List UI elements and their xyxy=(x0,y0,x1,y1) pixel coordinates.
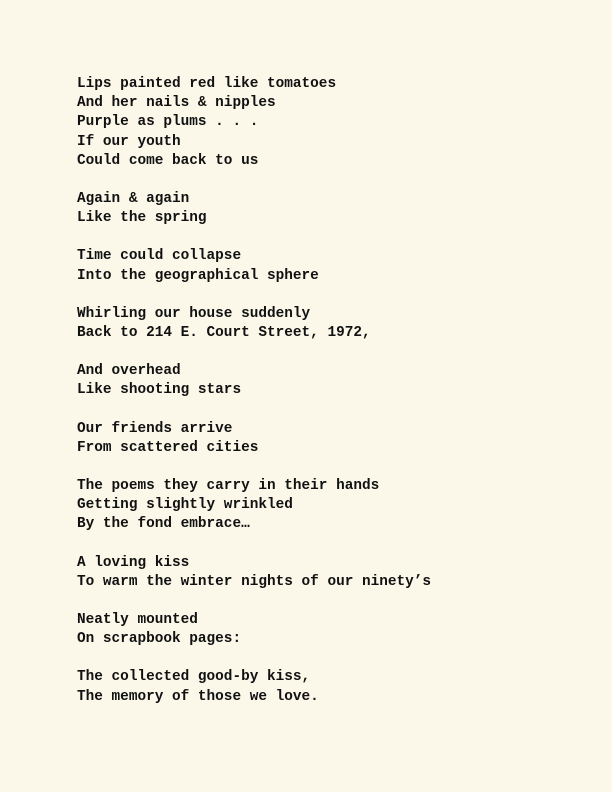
poem-line: A loving kiss xyxy=(77,554,190,571)
poem-line: On scrapbook pages: xyxy=(77,631,242,648)
stanza xyxy=(77,247,597,285)
poem-line: By the fond embrace… xyxy=(77,516,250,533)
stanza xyxy=(77,190,597,228)
poem-line: To warm the winter nights of our ninety’s xyxy=(77,573,432,590)
poem-line: And her nails & nipples xyxy=(77,95,276,112)
stanza xyxy=(77,305,597,343)
stanza xyxy=(77,554,597,592)
poem-line: Time could collapse xyxy=(77,248,242,265)
poem-line: Getting slightly wrinkled xyxy=(77,497,293,514)
poem-line: Like the spring xyxy=(77,210,207,227)
poem-line: If our youth xyxy=(77,133,181,150)
poem-line: Could come back to us xyxy=(77,152,259,169)
poem-page xyxy=(77,75,597,726)
poem-line: The collected good-by kiss, xyxy=(77,669,311,686)
poem-line: Whirling our house suddenly xyxy=(77,305,311,322)
poem-line: Into the geographical sphere xyxy=(77,267,319,284)
poem-line: The poems they carry in their hands xyxy=(77,478,380,495)
poem-line: From scattered cities xyxy=(77,439,259,456)
stanza xyxy=(77,362,597,400)
stanza xyxy=(77,611,597,649)
poem-line: Purple as plums . . . xyxy=(77,114,259,131)
poem-line: And overhead xyxy=(77,363,181,380)
stanza xyxy=(77,668,597,706)
stanza xyxy=(77,75,597,171)
poem-line: Our friends arrive xyxy=(77,420,233,437)
stanza xyxy=(77,477,597,535)
stanza xyxy=(77,420,597,458)
poem-line: Lips painted red like tomatoes xyxy=(77,76,337,92)
poem-line: The memory of those we love. xyxy=(77,688,319,705)
poem-line: Again & again xyxy=(77,191,190,208)
poem-line: Like shooting stars xyxy=(77,382,242,399)
poem-line: Neatly mounted xyxy=(77,612,198,629)
poem-line: Back to 214 E. Court Street, 1972, xyxy=(77,325,371,342)
